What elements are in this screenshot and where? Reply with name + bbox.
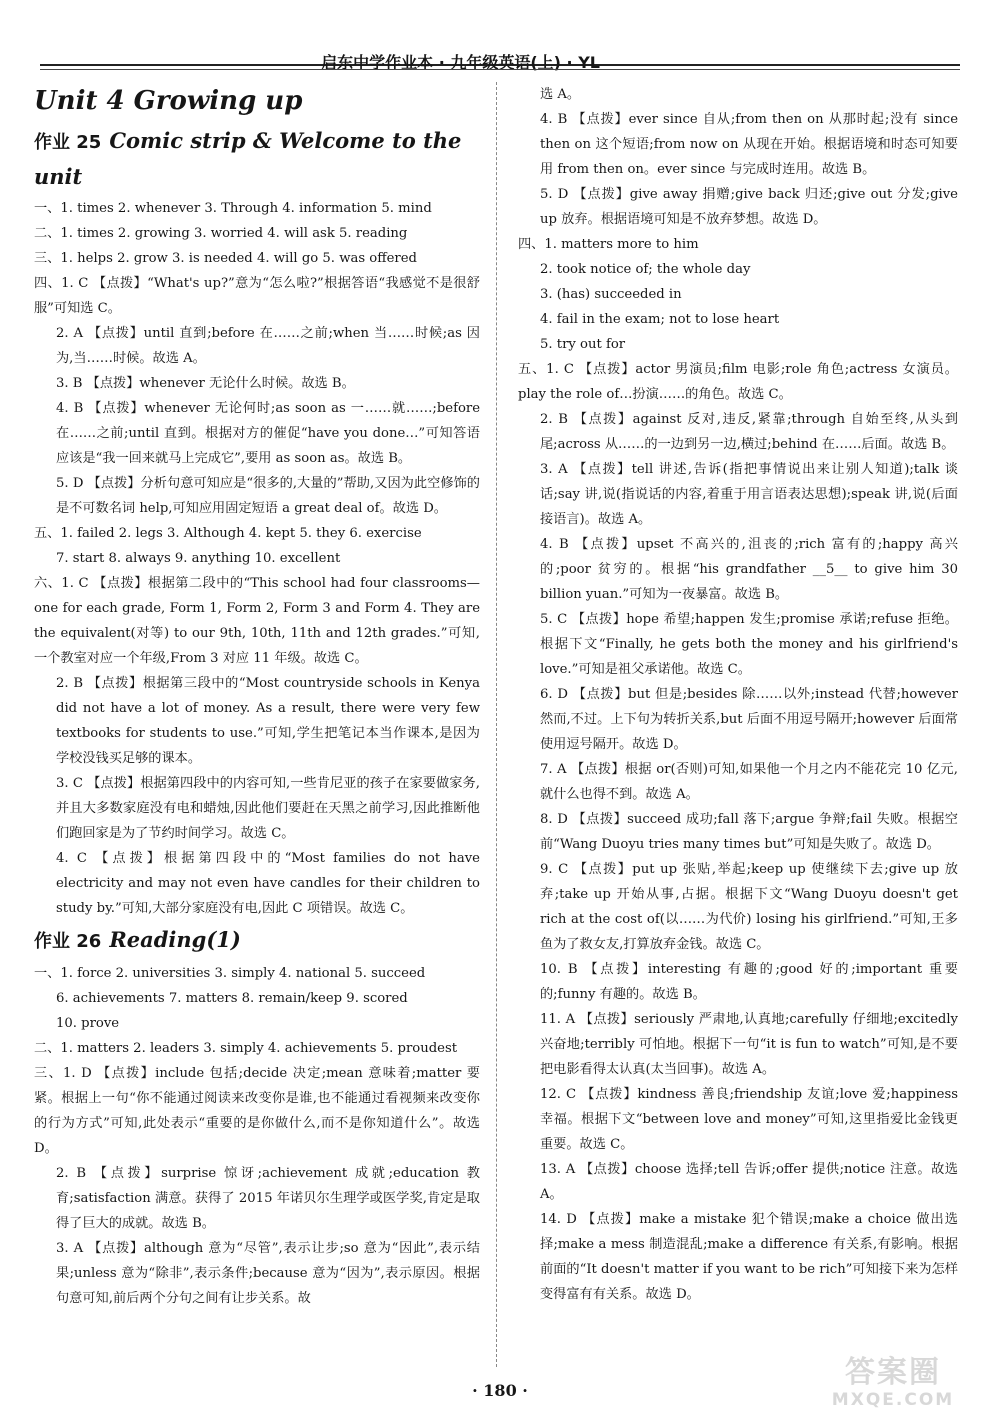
answer-line: 4. B 【点拨】ever since 自从;from then on 从那时起;没有 since then on 这个短语;from now on 从现在开始。根据语境和时态可知要用 from then on。ever since 与完成时连用。故选 B。 [540,112,958,177]
answer-line: 四、1. C 【点拨】“What's up?”意为“怎么啦?”根据答语“我感觉不是很舒服”可知选 C。 [34,276,480,316]
homework-25-title [34,124,480,194]
watermark-en: MXQE.COM [831,1390,955,1410]
answer-line: 2. took notice of; the whole day [540,262,751,277]
answer-line: 3. A 【点拨】although 意为“尽管”,表示让步;so 意为“因此”,表示结果;unless 意为“除非”,表示条件;because 意为“因为”,表示原因。根据句意可知,前后两个分句之间有让步关系。故 [56,1241,480,1306]
answer-line: 2. A 【点拨】until 直到;before 在……之前;when 当……时候;as 因为,当……时候。故选 A。 [56,326,480,366]
answer-line: 4. fail in the exam; not to lose heart [540,312,780,327]
answer-line: 5. C 【点拨】hope 希望;happen 发生;promise 承诺;refuse 拒绝。根据下文“Finally, he gets both the money and his girlfriend's love.”可知是祖父承诺他。故选 C。 [540,612,958,677]
watermark-logo [804,1356,982,1414]
header-title: 启东中学作业本 · 九年级英语(上) · YL [321,53,600,72]
answer-line: 3. A 【点拨】tell 讲述,告诉(指把事情说出来让别人知道);talk 谈话;say 讲,说(指说话的内容,着重于用言语表达思想);speak 讲,说(后面接语言)。故选 A。 [540,462,958,527]
answer-line: 6. D 【点拨】but 但是;besides 除……以外;instead 代替;however 然而,不过。上下句为转折关系,but 后面不用逗号隔开;however 后面常使用逗号隔开。故选 D。 [540,687,958,752]
answer-line: 6. achievements 7. matters 8. remain/keep 9. scored [56,991,408,1006]
answer-line: 8. D 【点拨】succeed 成功;fall 落下;argue 争辩;fail 失败。根据空前“Wang Duoyu tries many times but”可知是失败了。故选 D。 [540,812,958,852]
right-column [518,82,958,1307]
answer-line: 4. B 【点拨】upset 不高兴的,沮丧的;rich 富有的;happy 高兴的;poor 贫穷的。根据“his grandfather __5__ to give him 30 billion yuan.”可知为一夜暴富。故选 B。 [540,537,958,602]
answer-line: 3. C 【点拨】根据第四段中的内容可知,一些肯尼亚的孩子在家要做家务,并且大多数家庭没有电和蜡烛,因此他们要赶在天黑之前学习,因此推断他们跑回家是为了节约时间学习。故选 C。 [56,776,480,841]
answer-line: 2. B 【点拨】surprise 惊讶;achievement 成就;education 教育;satisfaction 满意。获得了 2015 年诺贝尔生理学或医学奖,肯定是取得了巨大的成就。故选 B。 [56,1166,480,1231]
homework-26-text: Reading(1) [109,927,241,952]
answer-line: 11. A 【点拨】seriously 严肃地,认真地;carefully 仔细地;excitedly 兴奋地;terribly 可怕地。根据下一句“it is fun to watch”可知,是不要把电影看得太认真(太当回事)。故选 A。 [540,1012,958,1077]
answer-line: 10. prove [56,1016,120,1031]
answer-line: 选 A。 [540,87,581,102]
unit-title: Unit 4 Growing up [34,86,303,116]
answer-line: 9. C 【点拨】put up 张贴,举起;keep up 使继续下去;give up 放弃;take up 开始从事,占据。根据下文“Wang Duoyu doesn't get rich at the cost of(以……为代价) losing his girlfriend.”可知,王多鱼为了救女友,打算放弃金钱。故选 C。 [540,862,958,952]
answer-line: 4. B 【点拨】whenever 无论何时;as soon as 一……就……;before 在……之前;until 直到。根据对方的催促“have you done…”可知答语应该是“我一回来就马上完成它”,要用 as soon as。故选 B。 [56,401,480,466]
answer-line: 5. D 【点拨】give away 捐赠;give back 归还;give out 分发;give up 放弃。根据语境可知是不放弃梦想。故选 D。 [540,187,958,227]
page-header [40,12,960,72]
left-column [34,82,480,1311]
header-rule [40,69,960,70]
answer-line: 2. B 【点拨】根据第三段中的“Most countryside schools in Kenya did not have a lot of money. As a result, there were very few textbooks for students to use.”可知,学生把笔记本当作课本,是因为学校没钱买足够的课本。 [56,676,480,766]
answer-line: 4. C 【点拨】根据第四段中的“Most families do not have electricity and may not even have candles for their children to study by.”可知,大部分家庭没有电,因此 C 项错误。故选 C。 [56,851,480,916]
answer-line: 二、1. matters 2. leaders 3. simply 4. achievements 5. proudest [34,1041,458,1056]
answer-line: 一、1. times 2. whenever 3. Through 4. information 5. mind [34,201,432,216]
watermark-cn: 答案圈 [845,1355,941,1390]
page-number: · 180 · [472,1381,528,1400]
answer-line: 六、1. C 【点拨】根据第二段中的“This school had four classrooms—one for each grade, Form 1, Form 2, Form 3 and Form 4. They are the equivalent(对等) to our 9th, 10th, 11th and 12th grades.”可知,一个教室对应一个年级,From 3 对应 11 年级。故选 C。 [34,576,480,666]
answer-line: 2. B 【点拨】against 反对,违反,紧靠;through 自始至终,从头到尾;across 从……的一边到另一边,横过;behind 在……后面。故选 B。 [540,412,958,452]
homework-26-title [34,923,480,959]
answer-line: 五、1. C 【点拨】actor 男演员;film 电影;role 角色;actress 女演员。play the role of…扮演……的角色。故选 C。 [518,362,958,402]
answer-line: 5. try out for [540,337,626,352]
answer-line: 四、1. matters more to him [518,237,699,252]
answer-line: 5. D 【点拨】分析句意可知应是“很多的,大量的”帮助,又因为此空修饰的是不可数名词 help,可知应用固定短语 a great deal of。故选 D。 [56,476,480,516]
homework-26-prefix: 作业 26 [34,931,102,952]
answer-line: 三、1. D 【点拨】include 包括;decide 决定;mean 意味着;matter 要紧。根据上一句“你不能通过阅读来改变你是谁,也不能通过看视频来改变你的行为方式”可知,此处表示“重要的是你做什么,而不是你知道什么”。故选 D。 [34,1066,480,1156]
homework-25-text: Comic strip & Welcome to the unit [34,128,462,189]
homework-25-prefix: 作业 25 [34,132,102,153]
answer-line: 13. A 【点拨】choose 选择;tell 告诉;offer 提供;notice 注意。故选 A。 [540,1162,958,1202]
answer-line: 三、1. helps 2. grow 3. is needed 4. will go 5. was offered [34,251,417,266]
answer-line: 3. (has) succeeded in [540,287,682,302]
answer-line: 7. start 8. always 9. anything 10. excellent [56,551,341,566]
answer-line: 一、1. force 2. universities 3. simply 4. national 5. succeed [34,966,426,981]
answer-line: 五、1. failed 2. legs 3. Although 4. kept 5. they 6. exercise [34,526,422,541]
answer-line: 3. B 【点拨】whenever 无论什么时候。故选 B。 [56,376,355,391]
answer-line: 二、1. times 2. growing 3. worried 4. will ask 5. reading [34,226,408,241]
answer-line: 12. C 【点拨】kindness 善良;friendship 友谊;love 爱;happiness 幸福。根据下文“between love and money”可知,这里指爱比金钱更重要。故选 C。 [540,1087,958,1152]
column-divider [496,82,497,1367]
answer-line: 7. A 【点拨】根据 or(否则)可知,如果他一个月之内不能花完 10 亿元,就什么也得不到。故选 A。 [540,762,958,802]
answer-line: 10. B 【点拨】interesting 有趣的;good 好的;important 重要的;funny 有趣的。故选 B。 [540,962,958,1002]
answer-line: 14. D 【点拨】make a mistake 犯个错误;make a choice 做出选择;make a mess 制造混乱;make a difference 有关系,有影响。根据前面的“It doesn't matter if you want to be rich”可知接下来为怎样变得富有有关系。故选 D。 [540,1212,958,1302]
